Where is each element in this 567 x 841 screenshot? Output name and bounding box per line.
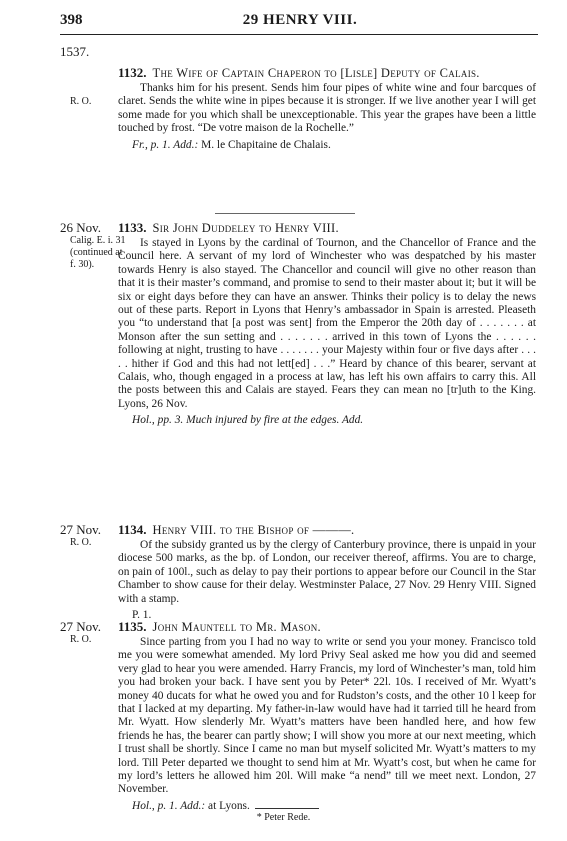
margin-ref: R. O. — [70, 634, 92, 645]
entry-source-note — [132, 139, 536, 152]
margin-note-1135 — [60, 620, 126, 646]
entry-body: Thanks him for his present. Sends him four pipes of white wine and four barcques of claret. Sends the white wine in pipes because it is stronger. If we live another year I will get some made for you which shall be unexceptionable. This year the grapes have been a little touched by frost. “De votre maison de la Rochelle.” — [118, 82, 536, 135]
entry-title: The Wife of Captain Chaperon to [Lisle] Deputy of Calais. — [152, 66, 480, 80]
entry-body: Of the subsidy granted us by the clergy of Canterbury province, there is unpaid in your diocese 500 marks, as the bp. of London, our receiver thereof, affirms. You are to charge, on pain of 100l., such as delay to pay their portions to appear before our Council in the Star Chamber to show cause for their delay. Westminster Palace, 27 Nov. 29 Henry VIII. Signed with a stamp. — [118, 539, 536, 605]
entry-1134 — [118, 523, 536, 622]
entry-1132 — [118, 66, 536, 152]
margin-note-1133 — [60, 221, 126, 271]
footnote: * Peter Rede. — [256, 812, 311, 823]
entry-source-note — [132, 414, 536, 427]
margin-note-1132 — [60, 96, 126, 108]
entry-heading — [118, 523, 536, 537]
note-plain: at Lyons. — [205, 799, 250, 812]
entry-number: 1133. — [118, 220, 147, 235]
margin-date: 27 Nov. — [60, 619, 102, 634]
page-number: 398 — [60, 12, 83, 28]
entry-body: Is stayed in Lyons by the cardinal of Tournon, and the Chancellor of France and the Council here. A servant of my lord of Winchester who was despatched by his master towards Henry is also stayed. The Chancellor and council will give no other reason than that it is their master’s command, and promise to send to their master about it; but it will be six or eight days before they can have an answer. Thinks their policy is to delay the news out of these parts. Report in Lyons that Henry’s ambassador in Spain is arrested. Pleaseth you “to understand that [a post was sent] from the Emperor the 20th day of . . . . . . . at Monson after the sun setting and . . . . . . . arrived in this town of Lyons the . . . . . . following at night, trusting to have . . . . . . . your Majesty within four or five days after . . . . . hither if God and this had not lett[ed] . . .” Heard by chance of this bearer, servant at Calais, who, though engaged in a process at law, has left his own affairs to carry this. All the posts between this and Calais are stayed. Fears they can mean no [tr]uth to the King. Lyons, 26 Nov. — [118, 237, 536, 410]
margin-note-1134 — [60, 523, 126, 549]
entry-1133 — [118, 221, 536, 428]
margin-ref: Calig. E. i. 31 (continued at f. 30). — [70, 235, 126, 270]
note-plain: P. 1. — [132, 609, 152, 622]
page-header — [60, 12, 540, 32]
entry-number: 1135. — [118, 619, 147, 634]
margin-ref: R. O. — [70, 96, 92, 107]
entry-title: John Mauntell to Mr. Mason. — [152, 620, 321, 634]
margin-ref: R. O. — [70, 537, 92, 548]
note-italic: Fr., p. 1. Add.: — [132, 138, 199, 151]
margin-date: 27 Nov. — [60, 522, 102, 537]
separator — [215, 213, 355, 214]
note-italic: Hol., pp. 3. Much injured by fire at the edges. Add. — [132, 414, 364, 427]
header-rule — [60, 34, 538, 35]
note-italic: Hol., p. 1. Add.: — [132, 799, 206, 812]
entry-heading — [118, 221, 536, 235]
entry-title: Henry VIII. to the Bishop of ———. — [152, 523, 355, 537]
entry-heading — [118, 66, 536, 80]
entry-number: 1132. — [118, 65, 147, 80]
entry-number: 1134. — [118, 522, 147, 537]
note-plain: M. le Chapitaine de Chalais. — [198, 138, 331, 151]
entry-body: Since parting from you I had no way to write or send you your money. Francisco told me you were somewhat amended. My lord Privy Seal asked me how you did and seemed very glad to hear you were amended. Harry Francis, my lord of Winchester’s man, told him you had broken your back. I have sent you by Peter* 22l. 10s. I received of Mr. Wyatt’s money 40 ducats for what he owed you and for Rudston’s costs, and the other 10 l keep for that I lacked at my departing. My father-in-law would have had it tarried till he heard from Mr. Wyatt. How slenderly Mr. Wyatt’s matters have been handled here, and how few friends he has, the bearer can partly show; I will show you more at our next meeting, which I trust shall be shortly. Since I came no man but myself solicited Mr. Wyatt’s matters to my lord. Till Peter departed we thought to send him at Mr. Wyatt’s cost, but when he came for my lord’s letters he allowed him 20l. Will make “a nend” till we meet next. London, 27 November. — [118, 636, 536, 796]
entry-title: Sir John Duddeley to Henry VIII. — [152, 221, 339, 235]
year-label: 1537. — [60, 44, 90, 59]
footnote-rule — [255, 808, 319, 809]
running-title: 29 HENRY VIII. — [242, 12, 358, 28]
margin-date: 26 Nov. — [60, 220, 102, 235]
entry-heading — [118, 620, 536, 634]
entry-1135 — [118, 620, 536, 813]
